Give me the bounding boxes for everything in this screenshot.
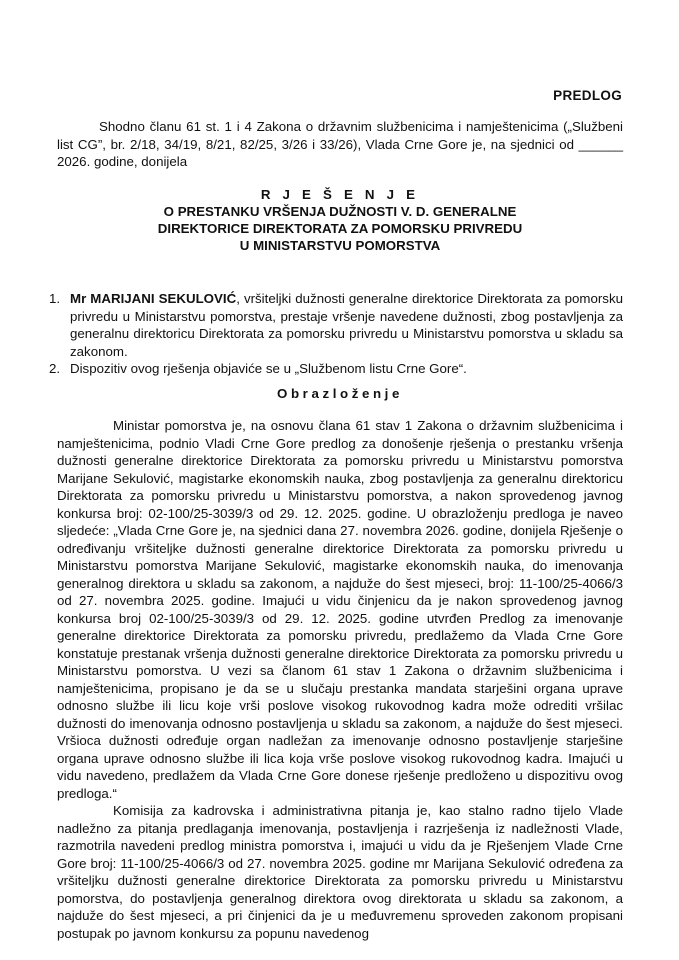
item-name: Mr MARIJANI SEKULOVIĆ — [70, 291, 237, 306]
disposition-list — [45, 290, 623, 378]
intro-paragraph — [57, 118, 623, 171]
body-paragraph-1: Ministar pomorstva je, na osnovu člana 61 stav 1 Zakona o državnim službenicima i namještenicima, podnio Vladi Crne Gore predlog za donošenje rješenja o prestanku vršenja dužnosti generalne direktorice Direktorata za pomorsku privredu u Ministarstvu pomorstva Marijane Sekulović, magistarke ekonomskih nauka, zbog postavljenja za generalnu direktoricu Direktorata za pomorsku privredu u Ministarstvu pomorstva, a nakon sprovedenog javnog konkursa broj: 02-100/25-3039/3 od 29. 12. 2025. godine. U obrazloženju predloga je naveo sljedeće: „Vlada Crne Gore je, na sjednici dana 27. novembra 2026. godine, donijela Rješenje o određivanju vršiteljke dužnosti generalne direktorice Direktorata za pomorsku privredu u Ministarstvu pomorstva Marijane Sekulović, magistarke ekonomskih nauka, do imenovanja generalnog direktora u skladu sa zakonom, a najduže do šest mjeseci, broj: 11-100/25-4066/3 od 27. novembra 2025. godine. Imajući u vidu činjenicu da je nakon sprovedenog javnog konkursa broj 02-100/25-3039/3 od 29. 12. 2025. godine utvrđen Predlog za imenovanje generalne direktorice Direktorata za pomorsku privredu, predlažemo da Vlada Crne Gore konstatuje prestanak vršenja dužnosti generalne direktorice Direktorata za pomorsku privredu u Ministarstvu pomorstva. U vezi sa članom 61 stav 1 Zakona o državnim službenicima i namještenicima, propisano je da se u slučaju prestanka mandata starješini organa uprave odnosno službe ili licu koje vrši poslove visokog rukovodnog kadra može odrediti vršilac dužnosti do imenovanja odnosno postavljenja u skladu sa zakonom, a najduže do šest mjeseci. Vršioca dužnosti određuje organ nadležan za imenovanje odnosno postavljenje starješine organa uprave odnosno službe ili lica koja vrše poslove visokog rukovodnog kadra. Imajući u vidu navedeno, predlažem da Vlada Crne Gore donese rješenje predloženo u dispozitivu ovog predloga.“ — [57, 418, 623, 801]
title-line-2: O PRESTANKU VRŠENJA DUŽNOSTI V. D. GENERALNE — [163, 204, 517, 219]
item-number: 1. — [49, 291, 61, 306]
item-text: Dispozitiv ovog rješenja objaviće se u „Službenom listu Crne Gore“. — [70, 361, 467, 376]
list-item — [45, 360, 623, 378]
document-tag: PREDLOG — [553, 88, 622, 103]
item-body: , vršiteljki dužnosti generalne direktorice Direktorata za pomorsku privredu u Ministarstvu pomorstva, prestaje vršenje navedene dužnosti, zbog postavljenja za generalnu direktoricu Direktorata za pomorsku privredu u Ministarstvu pomorstva u skladu sa zakonom. — [70, 291, 623, 359]
obrazlozenje-heading: Obrazloženje — [277, 386, 403, 401]
obrazlozenje-body — [57, 417, 623, 942]
intro-text: Shodno članu 61 st. 1 i 4 Zakona o državnim službenicima i namještenicima („Službeni list CG”, br. 2/18, 34/19, 8/21, 82/25, 3/26 i 33/26), Vlada Crne Gore je, na sjednici od ______ 2026. godine, donijela — [57, 119, 623, 169]
title-line-4: U MINISTARSTVU POMORSTVA — [239, 238, 441, 253]
list-item — [45, 290, 623, 360]
body-paragraph-2: Komisija za kadrovska i administrativna pitanja je, kao stalno radno tijelo Vlade nadležno za pitanja predlaganja imenovanja, postavljenja i razrješenja iz nadležnosti Vlade, razmotrila navedeni predlog ministra pomorstva i, imajući u vidu da je Rješenjem Vlade Crne Gore broj: 11-100/25-4066/3 od 27. novembra 2025. godine mr Marijana Sekulović određena za vršiteljku dužnosti generalne direktorice Direktorata za pomorsku privredu u Ministarstvu pomorstva, do postavljenja generalnog direktora ovog direktorata u skladu sa zakonom, a najduže do šest mjeseci, a pri činjenici da je u međuvremenu sproveden zakonom propisani postupak po javnom konkursu za popunu navedenog — [57, 803, 623, 941]
title-line-1: R J E Š E N J E — [260, 187, 420, 202]
title-line-3: DIREKTORICE DIREKTORATA ZA POMORSKU PRIVREDU — [157, 221, 523, 236]
item-number: 2. — [49, 361, 61, 376]
item-text — [70, 290, 623, 360]
document-title — [57, 186, 623, 254]
